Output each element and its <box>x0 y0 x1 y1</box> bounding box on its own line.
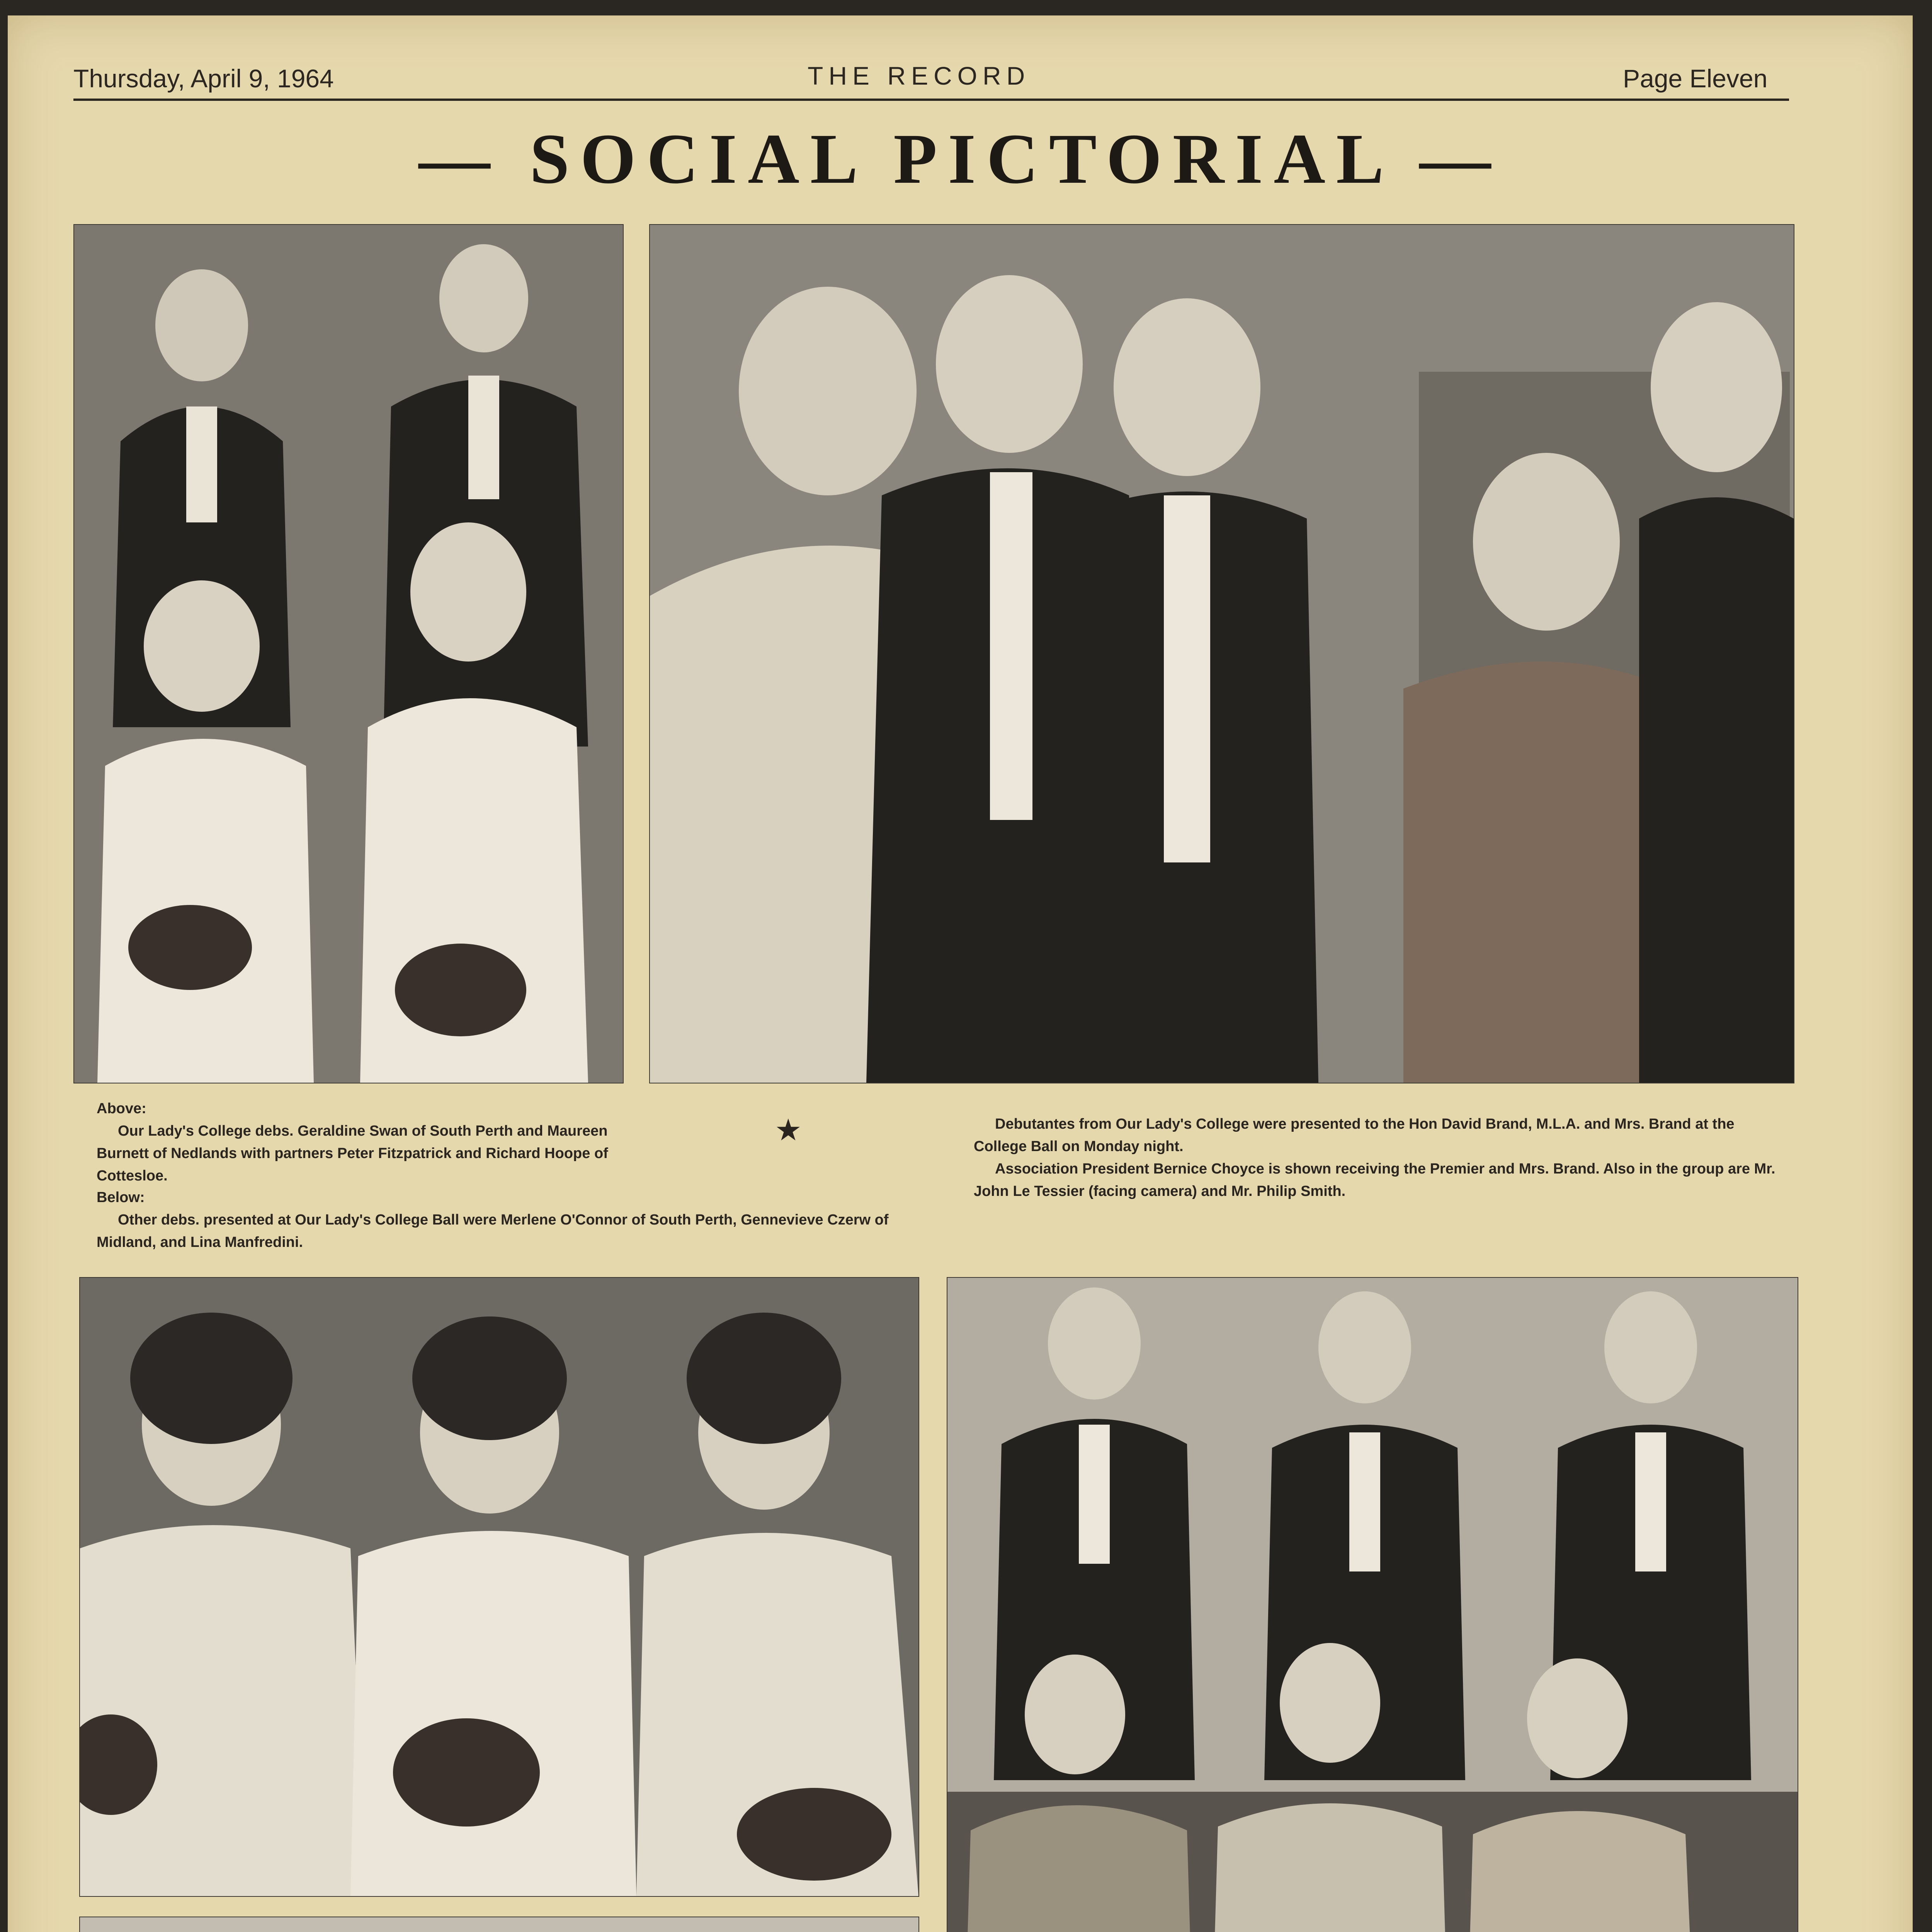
masthead-paper: THE RECORD <box>808 61 1031 90</box>
caption-debutantes-1: Debutantes from Our Lady's College were presented to the Hon David Brand, M.L.A. and Mrs. Brand at the College Ball on Monday night. <box>974 1116 1735 1155</box>
caption-above <box>97 1097 626 1187</box>
photo-debs-partners <box>73 224 624 1083</box>
caption-above-label: Above: <box>97 1100 146 1117</box>
caption-above-text: Our Lady's College debs. Geraldine Swan of South Perth and Maureen Burnett of Nedlands with partners Peter Fitzpatrick and Richard Hoope of Cottesloe. <box>97 1123 608 1184</box>
masthead-date: Thursday, April 9, 1964 <box>73 64 334 93</box>
page-title: — SOCIAL PICTORIAL — <box>418 119 1502 199</box>
caption-debutantes <box>974 1113 1777 1202</box>
caption-debutantes-2: Association President Bernice Choyce is shown receiving the Premier and Mrs. Brand. Also in the group are Mr. John Le Tessier (facing camera) and Mr. Philip Smith. <box>974 1161 1776 1199</box>
caption-below <box>97 1186 908 1253</box>
masthead-rule <box>73 99 1789 101</box>
photo-presentation-group <box>649 224 1794 1083</box>
photo-party-group <box>947 1277 1798 1932</box>
caption-below-label: Below: <box>97 1189 145 1206</box>
caption-below-text: Other debs. presented at Our Lady's College Ball were Merlene O'Connor of South Perth, Gennevieve Czerw of Midland, and Lina Manfredini. <box>97 1212 889 1250</box>
star-ornament: ★ <box>775 1113 802 1148</box>
photo-three-debs <box>79 1277 919 1897</box>
photo-three-guests <box>79 1917 919 1932</box>
masthead-page: Page Eleven <box>1623 64 1768 93</box>
newspaper-page <box>8 15 1913 1932</box>
